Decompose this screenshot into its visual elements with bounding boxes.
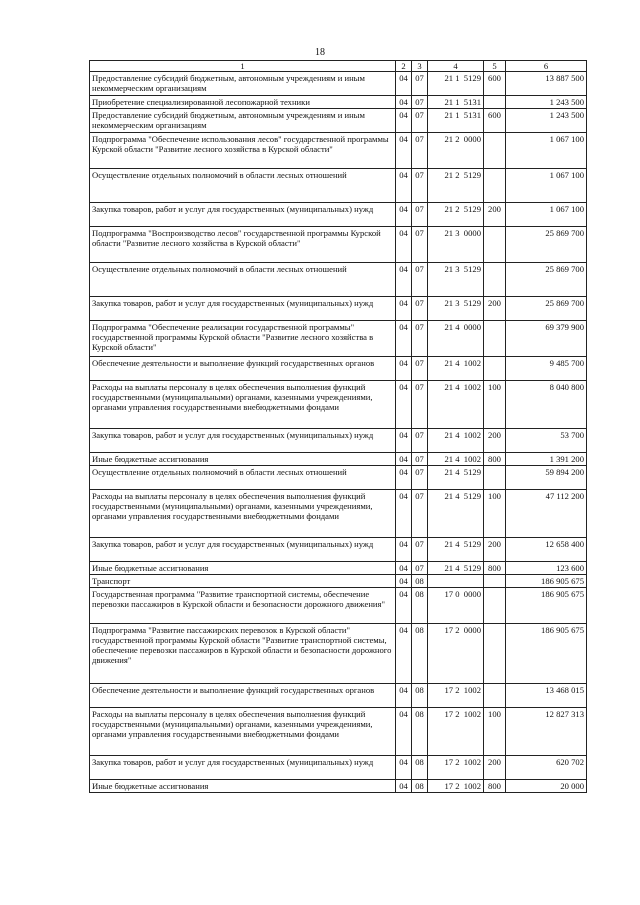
row-expense-type [484, 96, 506, 109]
row-name: Предоставление субсидий бюджетным, автономным учреждениям и иным некоммерческим организациям [90, 109, 396, 133]
table-row [90, 624, 587, 684]
row-expense-type: 200 [484, 538, 506, 562]
table-row [90, 756, 587, 780]
row-amount: 25 869 700 [506, 227, 587, 263]
row-expense-type [484, 169, 506, 203]
row-amount: 186 905 675 [506, 624, 587, 684]
row-name: Подпрограмма "Обеспечение использования лесов" государственной программы Курской области "Развитие лесного хозяйства в Курской области" [90, 133, 396, 169]
row-amount: 620 702 [506, 756, 587, 780]
row-expense-type: 600 [484, 109, 506, 133]
row-section: 04 [396, 624, 412, 684]
header-col-subsection: 3 [412, 61, 428, 72]
row-subsection: 08 [412, 575, 428, 588]
row-expense-type: 100 [484, 381, 506, 429]
row-name: Закупка товаров, работ и услуг для государственных (муниципальных) нужд [90, 429, 396, 453]
table-row [90, 429, 587, 453]
row-target-article: 21 4 1002 [428, 429, 484, 453]
row-target-article: 21 4 5129 [428, 562, 484, 575]
row-expense-type: 800 [484, 453, 506, 466]
table-row [90, 588, 587, 624]
row-name: Закупка товаров, работ и услуг для государственных (муниципальных) нужд [90, 538, 396, 562]
row-amount: 69 379 900 [506, 321, 587, 357]
row-section: 04 [396, 562, 412, 575]
row-target-article: 17 2 0000 [428, 624, 484, 684]
row-subsection: 07 [412, 72, 428, 96]
row-subsection: 07 [412, 96, 428, 109]
row-expense-type [484, 227, 506, 263]
row-target-article: 21 3 5129 [428, 297, 484, 321]
row-name: Предоставление субсидий бюджетным, автономным учреждениям и иным некоммерческим организациям [90, 72, 396, 96]
table-row [90, 321, 587, 357]
row-section: 04 [396, 780, 412, 793]
row-section: 04 [396, 227, 412, 263]
row-subsection: 08 [412, 588, 428, 624]
row-subsection: 08 [412, 756, 428, 780]
row-amount: 9 485 700 [506, 357, 587, 381]
row-target-article: 21 1 5131 [428, 96, 484, 109]
row-subsection: 07 [412, 562, 428, 575]
row-expense-type: 200 [484, 297, 506, 321]
row-subsection: 08 [412, 684, 428, 708]
table-row [90, 297, 587, 321]
row-target-article [428, 575, 484, 588]
table-row [90, 684, 587, 708]
row-name: Государственная программа "Развитие транспортной системы, обеспечение перевозки пассажиров в Курской области и безопасности дорожного движения" [90, 588, 396, 624]
row-name: Расходы на выплаты персоналу в целях обеспечения выполнения функций государственными (муниципальными) органами, казенными учреждениями, органами управления государственными внебюджетными фондами [90, 708, 396, 756]
row-amount: 8 040 800 [506, 381, 587, 429]
row-section: 04 [396, 538, 412, 562]
row-expense-type [484, 624, 506, 684]
table-row [90, 780, 587, 793]
row-subsection: 07 [412, 357, 428, 381]
row-subsection: 07 [412, 203, 428, 227]
row-expense-type [484, 684, 506, 708]
row-subsection: 07 [412, 169, 428, 203]
row-target-article: 21 2 0000 [428, 133, 484, 169]
row-target-article: 21 1 5131 [428, 109, 484, 133]
row-section: 04 [396, 490, 412, 538]
table-row [90, 72, 587, 96]
row-amount: 25 869 700 [506, 297, 587, 321]
row-section: 04 [396, 575, 412, 588]
row-name: Закупка товаров, работ и услуг для государственных (муниципальных) нужд [90, 297, 396, 321]
row-expense-type: 100 [484, 708, 506, 756]
row-section: 04 [396, 133, 412, 169]
table-row [90, 169, 587, 203]
row-expense-type: 200 [484, 203, 506, 227]
table-row [90, 227, 587, 263]
row-name: Расходы на выплаты персоналу в целях обеспечения выполнения функций государственными (муниципальными) органами, казенными учреждениями, органами управления государственными внебюджетными фондами [90, 381, 396, 429]
row-target-article: 21 3 0000 [428, 227, 484, 263]
row-expense-type: 200 [484, 429, 506, 453]
table-row [90, 381, 587, 429]
row-section: 04 [396, 169, 412, 203]
table-row [90, 466, 587, 490]
row-subsection: 07 [412, 453, 428, 466]
row-target-article: 17 2 1002 [428, 708, 484, 756]
row-section: 04 [396, 429, 412, 453]
row-target-article: 21 4 0000 [428, 321, 484, 357]
row-amount: 13 468 015 [506, 684, 587, 708]
row-name: Иные бюджетные ассигнования [90, 453, 396, 466]
table-row [90, 562, 587, 575]
row-amount: 13 887 500 [506, 72, 587, 96]
row-section: 04 [396, 357, 412, 381]
row-target-article: 21 4 1002 [428, 381, 484, 429]
row-amount: 1 067 100 [506, 169, 587, 203]
row-name: Расходы на выплаты персоналу в целях обеспечения выполнения функций государственными (муниципальными) органами, казенными учреждениями, органами управления государственными внебюджетными фондами [90, 490, 396, 538]
row-expense-type: 600 [484, 72, 506, 96]
row-expense-type: 800 [484, 780, 506, 793]
row-target-article: 21 4 5129 [428, 538, 484, 562]
row-amount: 1 067 100 [506, 133, 587, 169]
row-amount: 186 905 675 [506, 575, 587, 588]
row-amount: 1 391 200 [506, 453, 587, 466]
table-row [90, 357, 587, 381]
row-section: 04 [396, 756, 412, 780]
header-col-expense-type: 5 [484, 61, 506, 72]
row-expense-type: 800 [484, 562, 506, 575]
row-section: 04 [396, 684, 412, 708]
row-section: 04 [396, 453, 412, 466]
row-amount: 53 700 [506, 429, 587, 453]
row-expense-type [484, 575, 506, 588]
row-section: 04 [396, 72, 412, 96]
table-row [90, 453, 587, 466]
row-section: 04 [396, 109, 412, 133]
row-target-article: 17 2 1002 [428, 756, 484, 780]
row-amount: 186 905 675 [506, 588, 587, 624]
row-section: 04 [396, 708, 412, 756]
row-amount: 123 600 [506, 562, 587, 575]
row-name: Приобретение специализированной лесопожарной техники [90, 96, 396, 109]
row-subsection: 07 [412, 133, 428, 169]
row-amount: 1 243 500 [506, 96, 587, 109]
row-amount: 12 827 313 [506, 708, 587, 756]
row-subsection: 07 [412, 227, 428, 263]
row-subsection: 07 [412, 466, 428, 490]
row-expense-type [484, 357, 506, 381]
row-subsection: 08 [412, 708, 428, 756]
row-expense-type [484, 263, 506, 297]
row-name: Транспорт [90, 575, 396, 588]
row-target-article: 21 4 1002 [428, 357, 484, 381]
table-row [90, 490, 587, 538]
row-target-article: 17 2 1002 [428, 684, 484, 708]
table-row [90, 133, 587, 169]
row-name: Иные бюджетные ассигнования [90, 780, 396, 793]
row-section: 04 [396, 203, 412, 227]
table-row [90, 538, 587, 562]
row-subsection: 07 [412, 297, 428, 321]
row-name: Осуществление отдельных полномочий в области лесных отношений [90, 263, 396, 297]
row-amount: 12 658 400 [506, 538, 587, 562]
budget-table [89, 60, 587, 793]
row-subsection: 07 [412, 538, 428, 562]
row-target-article: 21 2 5129 [428, 169, 484, 203]
row-expense-type [484, 321, 506, 357]
row-expense-type [484, 588, 506, 624]
header-row [90, 61, 587, 72]
row-target-article: 21 3 5129 [428, 263, 484, 297]
row-section: 04 [396, 297, 412, 321]
row-amount: 20 000 [506, 780, 587, 793]
header-col-section: 2 [396, 61, 412, 72]
header-col-amount: 6 [506, 61, 587, 72]
row-amount: 59 894 200 [506, 466, 587, 490]
row-expense-type [484, 466, 506, 490]
row-amount: 1 067 100 [506, 203, 587, 227]
row-subsection: 07 [412, 321, 428, 357]
row-name: Осуществление отдельных полномочий в области лесных отношений [90, 466, 396, 490]
row-subsection: 08 [412, 780, 428, 793]
table-header [90, 61, 587, 72]
row-subsection: 07 [412, 263, 428, 297]
row-expense-type [484, 133, 506, 169]
row-target-article: 21 4 5129 [428, 490, 484, 538]
table-row [90, 96, 587, 109]
row-amount: 1 243 500 [506, 109, 587, 133]
row-name: Закупка товаров, работ и услуг для государственных (муниципальных) нужд [90, 756, 396, 780]
row-target-article: 21 2 5129 [428, 203, 484, 227]
row-amount: 25 869 700 [506, 263, 587, 297]
page-number: 18 [315, 47, 325, 58]
row-target-article: 17 2 1002 [428, 780, 484, 793]
row-name: Осуществление отдельных полномочий в области лесных отношений [90, 169, 396, 203]
row-target-article: 21 1 5129 [428, 72, 484, 96]
row-section: 04 [396, 263, 412, 297]
row-name: Иные бюджетные ассигнования [90, 562, 396, 575]
table-row [90, 708, 587, 756]
table-row [90, 575, 587, 588]
row-name: Закупка товаров, работ и услуг для государственных (муниципальных) нужд [90, 203, 396, 227]
table-row [90, 263, 587, 297]
table-row [90, 109, 587, 133]
row-subsection: 07 [412, 429, 428, 453]
row-name: Подпрограмма "Обеспечение реализации государственной программы" государственной программы Курской области "Развитие лесного хозяйства в Курской области" [90, 321, 396, 357]
table-body [90, 72, 587, 793]
header-col-name: 1 [90, 61, 396, 72]
row-name: Подпрограмма "Развитие пассажирских перевозок в Курской области" государственной программы Курской области "Развитие транспортной системы, обеспечение перевозки пассажиров в Курской области и безопасности дорожного движения" [90, 624, 396, 684]
row-subsection: 07 [412, 381, 428, 429]
table-row [90, 203, 587, 227]
row-name: Обеспечение деятельности и выполнение функций государственных органов [90, 357, 396, 381]
row-expense-type: 200 [484, 756, 506, 780]
row-amount: 47 112 200 [506, 490, 587, 538]
row-target-article: 17 0 0000 [428, 588, 484, 624]
row-section: 04 [396, 381, 412, 429]
row-subsection: 07 [412, 490, 428, 538]
row-target-article: 21 4 5129 [428, 466, 484, 490]
row-section: 04 [396, 588, 412, 624]
row-name: Обеспечение деятельности и выполнение функций государственных органов [90, 684, 396, 708]
row-target-article: 21 4 1002 [428, 453, 484, 466]
row-subsection: 08 [412, 624, 428, 684]
header-col-target-article: 4 [428, 61, 484, 72]
row-name: Подпрограмма "Воспроизводство лесов" государственной программы Курской области "Развитие лесного хозяйства в Курской области" [90, 227, 396, 263]
row-expense-type: 100 [484, 490, 506, 538]
row-section: 04 [396, 96, 412, 109]
row-subsection: 07 [412, 109, 428, 133]
row-section: 04 [396, 321, 412, 357]
row-section: 04 [396, 466, 412, 490]
